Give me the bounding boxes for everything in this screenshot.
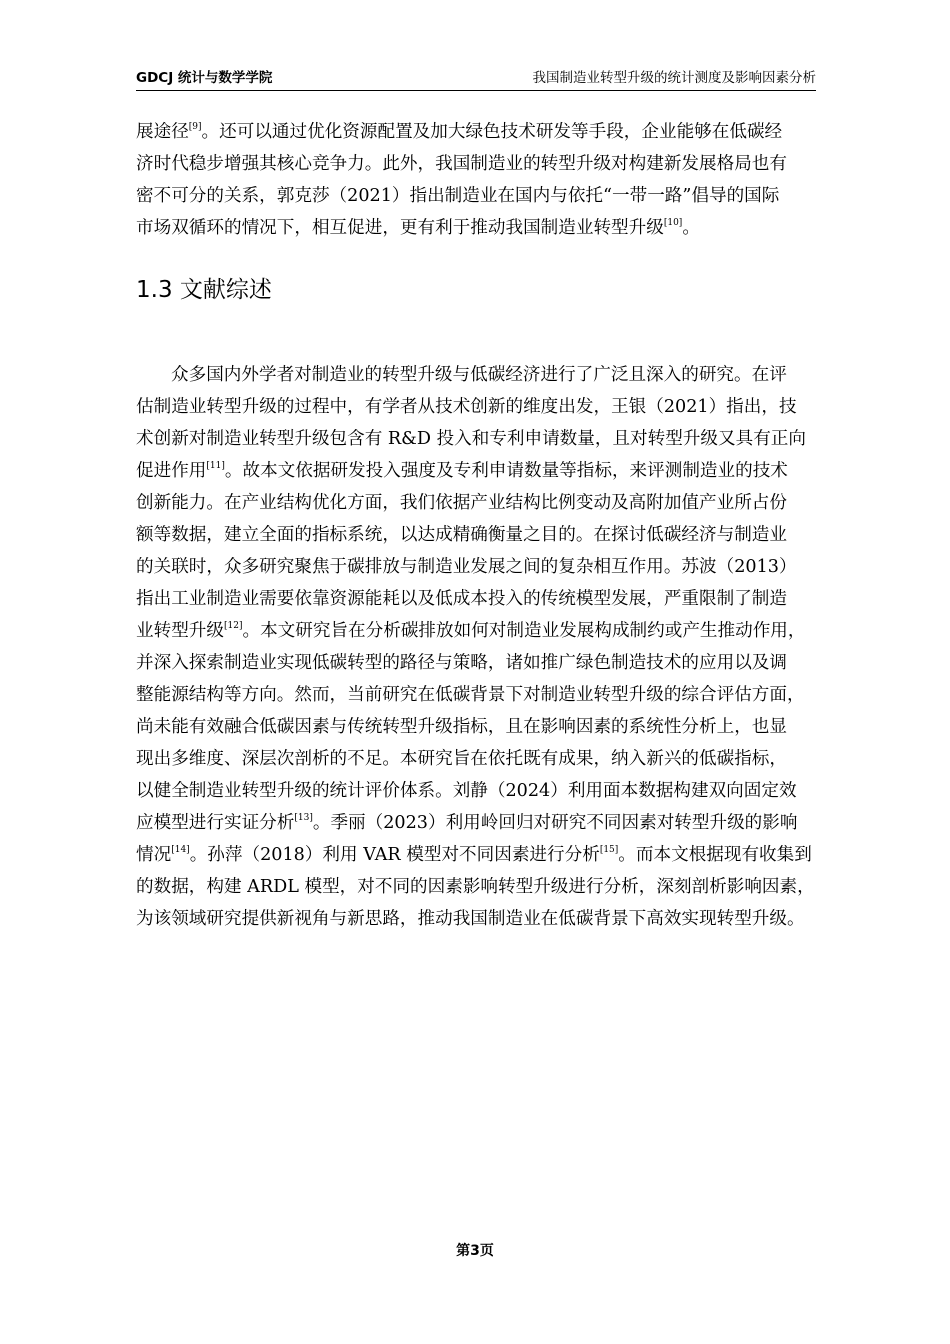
paragraph-line: 整能源结构等方向。然而，当前研究在低碳背景下对制造业转型升级的综合评估方面， xyxy=(136,685,805,705)
header-thesis-title: 我国制造业转型升级的统计测度及影响因素分析 xyxy=(532,70,816,86)
intro-paragraph xyxy=(136,116,852,244)
paragraph-line: 的关联时，众多研究聚焦于碳排放与制造业发展之间的复杂相互作用。苏波（2013） xyxy=(136,557,797,577)
citation-marker: [14] xyxy=(171,845,190,855)
paragraph-line: 尚未能有效融合低碳因素与传统转型升级指标，且在影响因素的系统性分析上，也显 xyxy=(136,717,787,737)
page-header xyxy=(136,66,816,88)
literature-review-paragraph xyxy=(136,359,852,935)
paragraph-line: 术创新对制造业转型升级包含有 R&D 投入和专利申请数量，且对转型升级又具有正向 xyxy=(136,429,806,449)
citation-marker: [15] xyxy=(599,845,619,855)
citation-marker: [10] xyxy=(663,218,683,228)
paragraph-line: 济时代稳步增强其核心竞争力。此外，我国制造业的转型升级对构建新发展格局也有 xyxy=(136,154,787,174)
paragraph-line: 的数据，构建 ARDL 模型，对不同的因素影响转型升级进行分析，深刻剖析影响因素， xyxy=(136,877,815,897)
page-number: 第3页 xyxy=(456,1243,494,1259)
paragraph-line: 指出工业制造业需要依靠资源能耗以及低成本投入的传统模型发展，严重限制了制造 xyxy=(136,589,787,609)
header-institution: GDCJ 统计与数学学院 xyxy=(136,70,273,86)
paragraph-line: 现出多维度、深层次剖析的不足。本研究旨在依托既有成果，纳入新兴的低碳指标， xyxy=(136,749,787,769)
paragraph-line: 市场双循环的情况下，相互促进，更有利于推动我国制造业转型升级[10]。 xyxy=(136,218,700,238)
paragraph-line: 以健全制造业转型升级的统计评价体系。刘静（2024）利用面本数据构建双向固定效 xyxy=(136,781,797,801)
paragraph-line: 业转型升级[12]。本文研究旨在分析碳排放如何对制造业发展构成制约或产生推动作用， xyxy=(136,621,806,641)
header-divider xyxy=(136,90,816,91)
paragraph-line: 并深入探索制造业实现低碳转型的路径与策略，诸如推广绿色制造技术的应用以及调 xyxy=(136,653,787,673)
paragraph-line: 创新能力。在产业结构优化方面，我们依据产业结构比例变动及高附加值产业所占份 xyxy=(136,493,787,513)
paragraph-line: 估制造业转型升级的过程中，有学者从技术创新的维度出发，王银（2021）指出，技 xyxy=(136,397,797,417)
paragraph-line: 为该领域研究提供新视角与新思路，推动我国制造业在低碳背景下高效实现转型升级。 xyxy=(136,909,805,929)
paragraph-line: 情况[14]。孙萍（2018）利用 VAR 模型对不同因素进行分析[15]。而本文根据现有收集到 xyxy=(136,845,812,865)
paragraph-line: 密不可分的关系，郭克莎（2021）指出制造业在国内与依托“一带一路”倡导的国际 xyxy=(136,186,780,206)
paragraph-line: 应模型进行实证分析[13]。季丽（2023）利用岭回归对研究不同因素对转型升级的影响 xyxy=(136,813,798,833)
citation-marker: [12] xyxy=(223,621,243,631)
paragraph-line: 众多国内外学者对制造业的转型升级与低碳经济进行了广泛且深入的研究。在评 xyxy=(171,365,787,385)
citation-marker: [9] xyxy=(188,122,202,132)
citation-marker: [11] xyxy=(206,461,225,471)
section-heading: 1.3 文献综述 xyxy=(136,277,272,303)
paragraph-line: 展途径[9]。还可以通过优化资源配置及加大绿色技术研发等手段，企业能够在低碳经 xyxy=(136,122,783,142)
citation-marker: [13] xyxy=(294,813,313,823)
paragraph-line: 促进作用[11]。故本文依据研发投入强度及专利申请数量等指标，来评测制造业的技术 xyxy=(136,461,788,481)
paragraph-line: 额等数据，建立全面的指标系统，以达成精确衡量之目的。在探讨低碳经济与制造业 xyxy=(136,525,787,545)
